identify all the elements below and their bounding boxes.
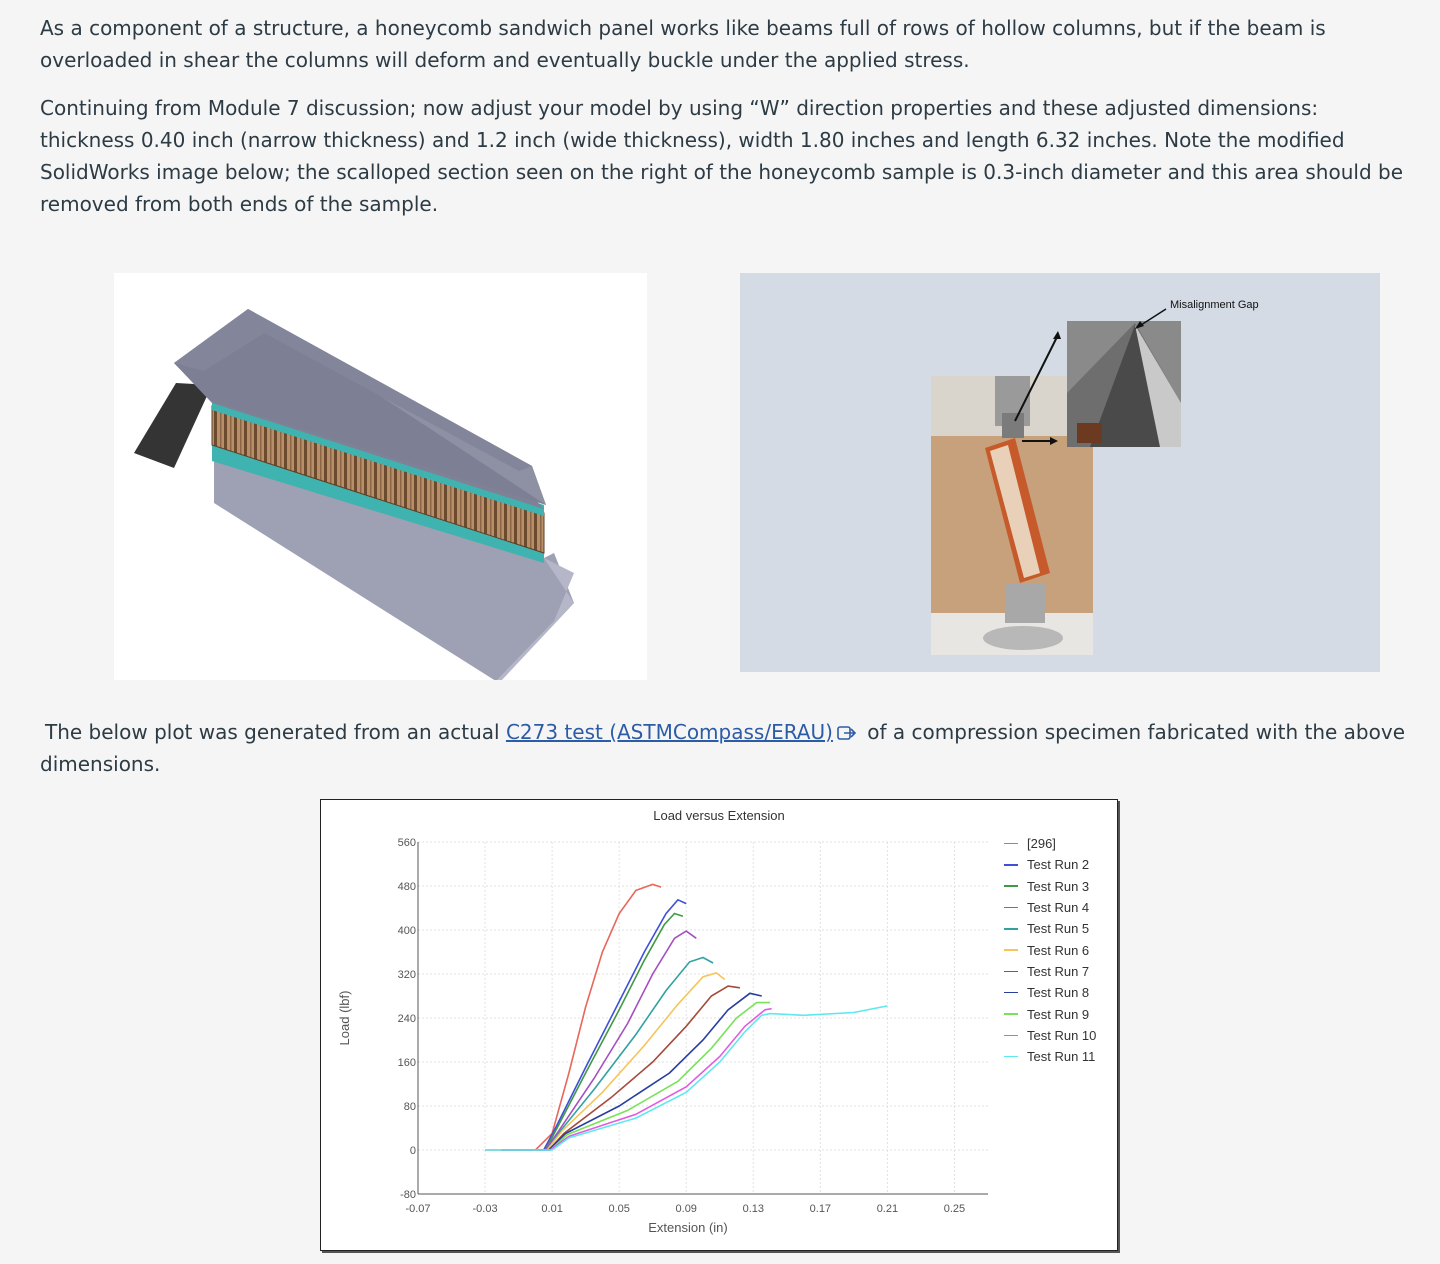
legend-label: Test Run 3 [1027, 878, 1090, 894]
y-tick-label: 80 [403, 1101, 416, 1113]
legend-item [1004, 982, 1096, 1003]
honeycomb-panel-drawing [114, 273, 647, 680]
x-tick-label: 0.05 [608, 1203, 630, 1215]
legend-swatch [1004, 928, 1018, 930]
load-extension-chart [320, 799, 1118, 1251]
c273-test-link[interactable]: C273 test (ASTMCompass/ERAU) [505, 720, 833, 744]
legend-label: Test Run 11 [1027, 1049, 1096, 1065]
y-tick-label: 240 [397, 1013, 416, 1025]
instructions-paragraph: Continuing from Module 7 discussion; now adjust your model by using “W” direction properties and these adjusted dimensions: thickness 0.40 inch (narrow thickness) and 1.2 inch (wide thickness), width 1.80 inches and length 6.32 inches. Note the modified SolidWorks image below; the scalloped section seen on the right of the honeycomb sample is 0.3-inch diameter and this area should be removed from both ends of the sample. [40, 96, 1403, 216]
chart-title: Load versus Extension [653, 808, 785, 823]
legend-swatch [1004, 1013, 1018, 1015]
legend-label: Test Run 4 [1027, 900, 1090, 916]
chart-legend [1004, 833, 1096, 1067]
x-tick-label: 0.13 [742, 1203, 765, 1215]
legend-swatch [1004, 907, 1018, 909]
legend-swatch [1004, 949, 1018, 951]
y-tick-label: 560 [397, 837, 416, 849]
legend-swatch [1004, 885, 1018, 887]
legend-item [1004, 1025, 1096, 1046]
test-fixture-photo [740, 273, 1380, 672]
x-tick-label: 0.21 [876, 1203, 899, 1215]
x-tick-label: 0.17 [809, 1203, 832, 1215]
intro-paragraph: As a component of a structure, a honeycomb sandwich panel works like beams full of rows of hollow columns, but if the beam is overloaded in shear the columns will deform and eventually buckle under the applied stress. [40, 16, 1326, 72]
plot-description-paragraph [40, 716, 1410, 780]
legend-item [1004, 1046, 1096, 1067]
legend-label: Test Run 2 [1027, 857, 1090, 873]
misalignment-gap-label: Misalignment Gap [1170, 299, 1259, 311]
legend-swatch [1004, 992, 1018, 994]
legend-item [1004, 833, 1096, 854]
y-tick-label: 0 [409, 1145, 416, 1157]
legend-swatch [1004, 1035, 1018, 1037]
y-tick-label: 160 [397, 1057, 416, 1069]
legend-label: Test Run 5 [1027, 921, 1090, 937]
plot-description-text: The below plot was generated from an actual [45, 720, 506, 744]
x-tick-label: 0.01 [541, 1203, 563, 1215]
legend-label: Test Run 7 [1027, 963, 1090, 979]
compression-test-photo [740, 273, 1380, 672]
legend-item [1004, 854, 1096, 875]
solidworks-honeycomb-image [114, 273, 647, 680]
legend-item [1004, 897, 1096, 918]
legend-item [1004, 939, 1096, 960]
legend-label: Test Run 10 [1027, 1027, 1097, 1043]
x-tick-label: 0.25 [943, 1203, 966, 1215]
y-axis-label: Load (lbf) [337, 990, 352, 1046]
y-tick-label: 480 [397, 881, 416, 893]
legend-item [1004, 1003, 1096, 1024]
legend-item [1004, 961, 1096, 982]
legend-label: [296] [1027, 836, 1056, 852]
external-link-icon[interactable] [837, 718, 857, 734]
legend-swatch [1004, 843, 1018, 845]
legend-swatch [1004, 864, 1018, 866]
x-tick-label: -0.03 [472, 1203, 498, 1215]
y-tick-label: 320 [397, 969, 416, 981]
legend-swatch [1004, 971, 1018, 973]
x-tick-label: 0.09 [675, 1203, 697, 1215]
x-tick-label: -0.07 [405, 1203, 431, 1215]
legend-label: Test Run 6 [1027, 942, 1090, 958]
y-tick-label: 400 [397, 925, 416, 937]
plot-description-text-end: of a compression specimen fabricated with the above dimensions. [40, 720, 1406, 776]
y-tick-label: -80 [400, 1189, 416, 1201]
legend-swatch [1004, 1056, 1018, 1058]
legend-label: Test Run 8 [1027, 985, 1090, 1001]
legend-label: Test Run 9 [1027, 1006, 1090, 1022]
legend-item [1004, 876, 1096, 897]
legend-item [1004, 918, 1096, 939]
x-axis-label: Extension (in) [648, 1220, 728, 1235]
